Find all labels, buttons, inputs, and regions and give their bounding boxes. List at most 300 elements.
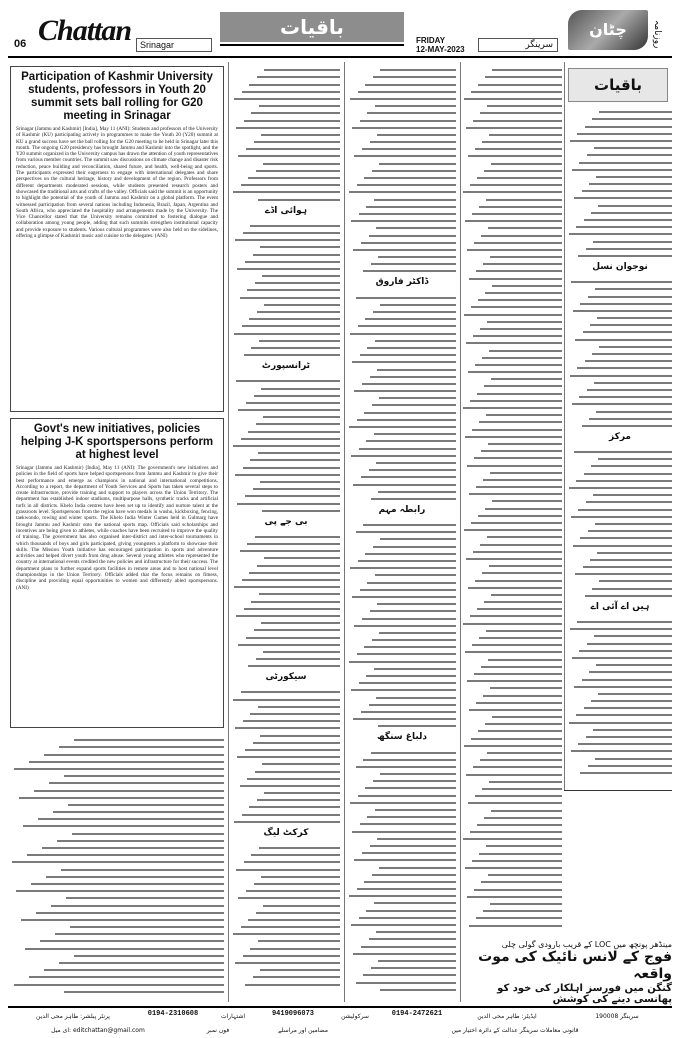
- urdu-subheading: رابطہ مہم: [378, 504, 426, 515]
- text-line: [589, 413, 672, 420]
- text-line: [245, 256, 340, 263]
- text-line: [376, 691, 456, 698]
- text-line: [590, 554, 672, 561]
- text-line: [241, 686, 340, 693]
- brand-logo: Chattan: [38, 14, 132, 47]
- text-line: [64, 986, 225, 993]
- urdu-subheading: ہیں اے آئی اے: [590, 601, 650, 612]
- text-line: [372, 165, 456, 172]
- text-line: [263, 411, 340, 418]
- text-line: [596, 659, 672, 666]
- text-line: [233, 928, 340, 935]
- text-line: [491, 157, 562, 164]
- text-line: [38, 813, 224, 820]
- text-line: [469, 488, 562, 495]
- text-line: [373, 306, 456, 313]
- text-line: [370, 840, 456, 847]
- text-line: [375, 335, 456, 342]
- text-line: [378, 486, 456, 493]
- text-line: [247, 284, 340, 291]
- text-line: [234, 93, 340, 100]
- section-banner-right: باقیات: [568, 68, 668, 102]
- text-line: [372, 399, 456, 406]
- text-line: [349, 655, 456, 662]
- text-line: [478, 725, 562, 732]
- text-line: [473, 546, 562, 553]
- text-line: [349, 421, 456, 428]
- text-line: [243, 227, 340, 234]
- text-line: [374, 897, 456, 904]
- text-line: [365, 313, 456, 320]
- text-line: [472, 208, 562, 215]
- text-line: [249, 801, 340, 808]
- text-line: [480, 323, 562, 330]
- text-line: [594, 630, 672, 637]
- text-line: [485, 502, 562, 509]
- text-line: [492, 495, 562, 502]
- text-line: [253, 248, 340, 255]
- text-line: [235, 957, 340, 964]
- text-line: [259, 588, 340, 595]
- masthead: [8, 8, 672, 56]
- text-line: [584, 702, 672, 709]
- text-line: [238, 639, 340, 646]
- text-line: [25, 942, 224, 949]
- text-line: [365, 548, 456, 555]
- text-line: [244, 603, 340, 610]
- text-line: [376, 457, 456, 464]
- text-line: [594, 377, 672, 384]
- text-line: [578, 503, 672, 510]
- text-line: [367, 576, 456, 583]
- text-line: [250, 220, 340, 227]
- text-line: [474, 452, 562, 459]
- text-line: [374, 428, 456, 435]
- text-line: [464, 740, 562, 747]
- text-line: [74, 734, 224, 741]
- text-line: [380, 299, 456, 306]
- text-line: [483, 905, 562, 912]
- text-line: [257, 71, 340, 78]
- text-line: [262, 505, 340, 512]
- text-line: [575, 568, 672, 575]
- text-line: [353, 244, 456, 251]
- text-line: [361, 471, 456, 478]
- text-line: [481, 229, 562, 236]
- text-line: [464, 308, 562, 315]
- text-line: [487, 747, 562, 754]
- text-line: [361, 940, 456, 947]
- text-line: [586, 731, 672, 738]
- text-line: [354, 385, 456, 392]
- text-line: [484, 812, 562, 819]
- text-line: [359, 912, 456, 919]
- text-line: [250, 708, 340, 715]
- text-line: [373, 540, 456, 547]
- text-line: [584, 467, 672, 474]
- text-line: [476, 265, 562, 272]
- text-line: [72, 827, 224, 834]
- text-line: [578, 250, 672, 257]
- text-line: [596, 405, 672, 412]
- text-line: [244, 349, 340, 356]
- text-line: [361, 237, 456, 244]
- text-line: [249, 313, 340, 320]
- text-line: [350, 327, 456, 334]
- text-line: [478, 510, 562, 517]
- text-line: [482, 136, 562, 143]
- text-line: [478, 78, 562, 85]
- text-line: [492, 64, 562, 71]
- box-rule: [564, 790, 672, 791]
- text-line: [488, 869, 562, 876]
- text-line: [569, 716, 672, 723]
- text-line: [486, 625, 562, 632]
- text-line: [370, 136, 456, 143]
- imprint-label: ای میل: editchattan@gmail.com: [51, 1027, 145, 1034]
- text-line: [379, 157, 456, 164]
- text-line: [477, 387, 562, 394]
- text-line: [589, 666, 672, 673]
- text-line: [14, 763, 224, 770]
- text-line: [470, 610, 562, 617]
- banner-rule: [220, 44, 404, 46]
- imprint-label: سرکولیشن: [341, 1013, 369, 1020]
- text-line: [591, 460, 672, 467]
- text-line: [238, 404, 340, 411]
- text-line: [364, 876, 456, 883]
- text-line: [468, 797, 562, 804]
- text-line: [487, 531, 562, 538]
- text-line: [44, 748, 224, 755]
- text-line: [595, 283, 672, 290]
- text-line: [380, 984, 456, 991]
- text-line: [364, 641, 456, 648]
- text-line: [484, 165, 562, 172]
- text-line: [374, 663, 456, 670]
- text-line: [465, 215, 562, 222]
- text-line: [235, 722, 340, 729]
- text-line: [258, 447, 340, 454]
- story-body: Srinagar (Jammu and Kashmir) [India], May 11 (ANI): The government's new initiatives and policies in the field of sports have helped sportspersons from Jammu and Kashmir to give their best performance and emerge as champions in national and international competitions. According to a report, the department of Youth Services and Sports has taken several steps to create infrastructure, provide training and support to players across the Union Territory. The department has established indoor stadiums, multipurpose halls, synthetic tracks and artificial turfs in all districts. Khelo India centres have been set up to identify and nurture talent at the grassroots level. Sportspersons from the region have won medals in wushu, kickboxing, fencing, taekwondo, rowing and winter sports. The Khelo India Winter Games held in Gulmarg have brought Jammu and Kashmir onto the national sports map. Officials said scholarships and incentives are being given to athletes, while coaches have been recruited to improve the quality of training. The government has also organised inter-district and inter-school tournaments in which thousands of boys and girls participated, giving youngsters a platform to showcase their skills. The Mission Youth initiative has encouraged participation in sports and adventure activities and helped divert youth from drug abuse. Several young athletes who represented the country at international events credited the new policies and infrastructure for their success. The department plans to further expand sports facilities in remote areas and to host national level championships in the Union Territory. Officials added that the focus remains on fitness, discipline and providing equal opportunities to women and differently abled sportspersons. (ANI): [16, 465, 218, 591]
- text-line: [253, 737, 340, 744]
- text-line: [262, 270, 340, 277]
- text-line: [245, 978, 340, 985]
- text-line: [357, 179, 456, 186]
- text-line: [242, 574, 340, 581]
- text-line: [575, 333, 672, 340]
- text-line: [492, 711, 562, 718]
- text-line: [490, 682, 562, 689]
- text-line: [255, 531, 340, 538]
- text-line: [235, 469, 340, 476]
- text-line: [234, 816, 340, 823]
- city-label: Srinagar: [136, 38, 212, 52]
- text-line: [352, 825, 456, 832]
- text-line: [582, 420, 672, 427]
- text-line: [237, 263, 340, 270]
- text-line: [356, 976, 456, 983]
- text-line: [576, 709, 672, 716]
- text-line: [358, 320, 456, 327]
- text-line: [359, 208, 456, 215]
- text-line: [351, 215, 456, 222]
- text-line: [488, 222, 562, 229]
- text-line: [569, 228, 672, 235]
- urdu-subheading: ٹرانسپورٹ: [261, 361, 311, 372]
- text-line: [577, 128, 672, 135]
- text-line: [487, 316, 562, 323]
- text-line: [588, 290, 672, 297]
- text-line: [49, 777, 224, 784]
- text-line: [370, 371, 456, 378]
- text-line: [598, 688, 672, 695]
- text-line: [256, 907, 340, 914]
- text-line: [587, 384, 672, 391]
- text-line: [354, 150, 456, 157]
- text-line: [377, 598, 456, 605]
- text-line: [585, 590, 672, 597]
- text-line: [486, 409, 562, 416]
- imprint-label: پرنٹر پبلشر: طاہر محی الدین: [36, 1013, 110, 1020]
- text-line: [245, 490, 340, 497]
- text-line: [234, 327, 340, 334]
- text-line: [486, 840, 562, 847]
- text-line: [246, 397, 340, 404]
- text-line: [240, 780, 340, 787]
- text-line: [375, 569, 456, 576]
- text-line: [255, 765, 340, 772]
- text-line: [372, 634, 456, 641]
- text-line: [354, 854, 456, 861]
- text-line: [237, 497, 340, 504]
- text-line: [571, 276, 672, 283]
- text-line: [474, 883, 562, 890]
- text-line: [585, 355, 672, 362]
- text-line: [350, 797, 456, 804]
- text-line: [238, 150, 340, 157]
- text-line: [257, 794, 340, 801]
- text-line: [580, 767, 672, 774]
- text-line: [587, 637, 672, 644]
- text-line: [571, 511, 672, 518]
- text-line: [595, 752, 672, 759]
- text-line: [480, 538, 562, 545]
- text-line: [260, 241, 340, 248]
- text-line: [483, 474, 562, 481]
- text-line: [588, 760, 672, 767]
- text-line: [367, 107, 456, 114]
- text-line: [470, 826, 562, 833]
- text-line: [264, 787, 340, 794]
- text-line: [466, 553, 562, 560]
- text-line: [42, 842, 224, 849]
- text-line: [369, 464, 456, 471]
- text-line: [369, 229, 456, 236]
- text-line: [488, 438, 562, 445]
- column-divider: [344, 62, 345, 1002]
- text-line: [463, 833, 562, 840]
- imprint-row: [8, 1010, 672, 1023]
- text-line: [258, 701, 340, 708]
- text-line: [586, 243, 672, 250]
- text-line: [582, 673, 672, 680]
- text-line: [379, 392, 456, 399]
- text-line: [376, 222, 456, 229]
- text-line: [579, 391, 672, 398]
- text-line: [360, 349, 456, 356]
- text-line: [44, 964, 224, 971]
- text-line: [570, 135, 672, 142]
- text-line: [367, 811, 456, 818]
- urdu-column-1: [568, 106, 672, 786]
- text-line: [352, 591, 456, 598]
- text-line: [350, 562, 456, 569]
- urdu-subheading: ڈاکٹر فاروق: [375, 277, 429, 288]
- breaking-news: [462, 940, 672, 1005]
- text-line: [258, 193, 340, 200]
- text-line: [248, 172, 340, 179]
- imprint-label: مضامین اور مراسلے: [278, 1027, 328, 1034]
- text-line: [571, 745, 672, 752]
- breaking-kicker: مینڈھر پونچھ میں LOC کے قریب بارودی گولی چلی: [501, 940, 672, 949]
- text-line: [250, 454, 340, 461]
- text-line: [237, 751, 340, 758]
- text-line: [463, 617, 562, 624]
- text-line: [256, 165, 340, 172]
- text-line: [468, 366, 562, 373]
- urdu-subheading: ہوائی اڈے: [265, 205, 307, 216]
- text-line: [247, 773, 340, 780]
- text-line: [248, 914, 340, 921]
- text-line: [351, 450, 456, 457]
- text-line: [592, 348, 672, 355]
- text-line: [244, 856, 340, 863]
- text-line: [582, 185, 672, 192]
- text-line: [477, 603, 562, 610]
- text-line: [491, 373, 562, 380]
- imprint-label: قانونی معاملات سرینگر عدالت کے دائرہ اختیار میں: [451, 1027, 579, 1034]
- text-line: [19, 792, 224, 799]
- text-line: [593, 724, 672, 731]
- text-line: [473, 761, 562, 768]
- text-line: [372, 869, 456, 876]
- text-line: [469, 704, 562, 711]
- text-line: [34, 784, 224, 791]
- text-line: [243, 950, 340, 957]
- text-line: [74, 950, 224, 957]
- text-line: [357, 414, 456, 421]
- text-line: [250, 942, 340, 949]
- city-label-urdu: سرینگر: [478, 38, 558, 52]
- text-line: [471, 732, 562, 739]
- urdu-column-2: [348, 64, 456, 1002]
- text-line: [351, 684, 456, 691]
- text-line: [472, 855, 562, 862]
- text-line: [366, 670, 456, 677]
- text-line: [233, 693, 340, 700]
- text-line: [380, 768, 456, 775]
- text-line: [354, 620, 456, 627]
- text-line: [593, 489, 672, 496]
- text-line: [359, 677, 456, 684]
- text-line: [377, 129, 456, 136]
- text-line: [247, 538, 340, 545]
- text-line: [573, 305, 672, 312]
- column-divider: [228, 62, 229, 1002]
- text-line: [264, 299, 340, 306]
- text-line: [21, 914, 224, 921]
- text-line: [245, 744, 340, 751]
- text-line: [576, 475, 672, 482]
- imprint-label: ایڈیٹر: طاہر محی الدین: [477, 1013, 537, 1020]
- urdu-subheading: بی جے پی: [264, 516, 308, 527]
- text-line: [251, 849, 340, 856]
- urdu-subheading: دلباغ سنگھ: [376, 732, 427, 743]
- text-line: [235, 234, 340, 241]
- text-line: [369, 933, 456, 940]
- text-line: [263, 899, 340, 906]
- text-line: [249, 78, 340, 85]
- text-line: [31, 878, 224, 885]
- text-line: [236, 122, 340, 129]
- text-line: [29, 971, 224, 978]
- urdu-article-block: [10, 734, 224, 1002]
- text-line: [257, 559, 340, 566]
- text-line: [374, 193, 456, 200]
- phone-number: 0194-2472621: [391, 1010, 443, 1018]
- text-line: [254, 390, 340, 397]
- text-line: [479, 416, 562, 423]
- text-line: [66, 892, 224, 899]
- text-line: [40, 935, 224, 942]
- text-line: [254, 878, 340, 885]
- text-line: [591, 207, 672, 214]
- column-divider: [460, 62, 461, 1002]
- text-line: [241, 179, 340, 186]
- text-line: [371, 962, 456, 969]
- text-line: [241, 433, 340, 440]
- text-line: [264, 552, 340, 559]
- day-label: FRIDAY: [416, 36, 446, 45]
- breaking-headline: فوج کے لانس نائیک کی موت واقعہ: [478, 949, 672, 982]
- text-line: [379, 627, 456, 634]
- text-line: [362, 612, 456, 619]
- text-line: [574, 446, 672, 453]
- text-line: [241, 921, 340, 928]
- text-line: [484, 596, 562, 603]
- text-line: [585, 120, 672, 127]
- text-line: [240, 545, 340, 552]
- text-line: [261, 617, 340, 624]
- text-line: [466, 122, 562, 129]
- text-line: [466, 768, 562, 775]
- column-divider: [564, 62, 565, 790]
- text-line: [353, 713, 456, 720]
- text-line: [490, 251, 562, 258]
- text-line: [482, 783, 562, 790]
- text-line: [14, 978, 224, 985]
- text-line: [468, 582, 562, 589]
- text-line: [373, 775, 456, 782]
- date-block: [416, 36, 470, 54]
- text-line: [23, 820, 224, 827]
- text-line: [490, 467, 562, 474]
- text-line: [481, 876, 562, 883]
- urdu-logo: چٹان: [568, 10, 648, 50]
- text-line: [249, 567, 340, 574]
- text-line: [473, 114, 562, 121]
